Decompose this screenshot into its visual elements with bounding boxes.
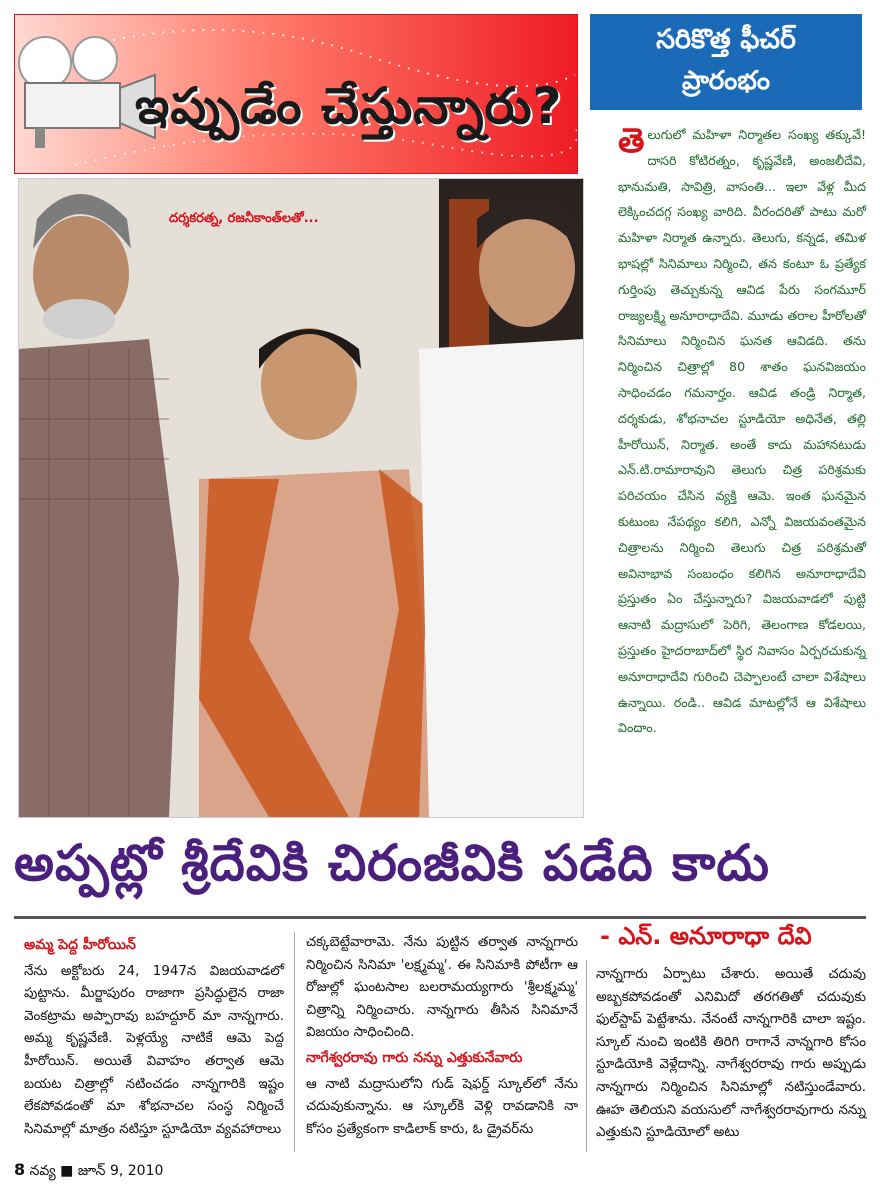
column-divider [586,960,587,1152]
page-footer [14,1160,163,1182]
photo [18,178,584,818]
column-1-text: నేను అక్టోబరు 24, 1947న విజయవాడలో పుట్టాను. మీర్జాపురం రాజాగా ప్రసిద్ధులైన రాజా వెంకట్రామ అప్పారావు బహద్దూర్ మా నాన్నగారు. అమ్మ కృష్ణవేణి. పెళ్లయ్యే నాటికే ఆమె పెద్ద హీరోయిన్. అయితే వివాహం తర్వాత ఆమె బయట చిత్రాల్లో నటించడం నాన్నగారికి ఇష్టం లేకపోవడంతో మా శోభనాచల సంస్థ నిర్మించే సినిమాల్లో మాత్రం నటిస్తూ స్టూడియో వ్యవహారాలు [24,963,284,1137]
byline: - ఎన్. అనూరాధా దేవి [600,922,812,950]
subhead-heroine: అమ్మ పెద్ద హీరోయిన్ [24,937,136,953]
feature-label-line2: ప్రారంభం [681,66,771,96]
article-column-1 [24,932,284,1141]
footer-separator-icon: ■ [60,1163,74,1179]
subhead-nageswara-rao: నాగేశ్వరరావు గారు నన్ను ఎత్తుకునేవారు [306,1049,523,1066]
column-divider [294,932,295,1152]
intro-column [618,122,866,822]
main-headline: అప్పట్లో శ్రీదేవికి చిరంజీవికి పడేది కాదు [14,834,770,892]
column-3-text: నాన్నగారు ఏర్పాటు చేశారు. అయితే చదువు అబ్బకపోవడంతో ఎనిమిదో తరగతితో చదువుకు ఫుల్‌స్టాప్ పెట్టేశాను. నేనంటే నాన్నగారికి చాలా ఇష్టం. స్కూల్ నుంచి ఇంటికి తిరిగి రాగానే నాన్నగారి కోసం స్టూడియోకి వెళ్లేదాన్ని. నాగేశ్వరరావు గారు అప్పుడు నాన్నగారు నిర్మించిన సినిమాల్లో నటిస్తుండేవారు. ఊహ తెలియని వయసులో నాగేశ్వరరావుగారు నన్ను ఎత్తుకుని స్టూడియోలో అటు [596,967,866,1141]
headline-divider [14,916,866,919]
feature-label-line1: సరికొత్త ఫీచర్ [656,24,796,55]
page-title: ఇప్పుడేం చేస్తున్నారు? [135,77,563,135]
photo-caption: దర్శకరత్న, రజనీకాంత్‌లతో... [169,211,319,226]
title-banner [14,14,578,174]
article-column-3 [596,964,866,1145]
intro-text: లుగులో మహిళా నిర్మాతల సంఖ్య తక్కువే! దాసరి కోటిరత్నం, కృష్ణవేణి, అంజలీదేవి, భానుమతి, సావిత్రి, వాసంతి... ఇలా వేళ్ల మీద లెక్కించదగ్గ సంఖ్య వారిది. వీరందరితో పాటు మరో మహిళా నిర్మాత ఉన్నారు. తెలుగు, కన్నడ, తమిళ భాషల్లో సినిమాలు నిర్మించి, తన కంటూ ఓ ప్రత్యేక గుర్తింపు తెచ్చుకున్న ఆవిడ పేరు సంగమూర్ రాజ్యలక్ష్మి అనూరాధాదేవి. మూడు తరాల హీరోలతో సినిమాలు నిర్మించిన ఘనత ఆవిడది. తను నిర్మించిన చిత్రాల్లో 80 శాతం ఘనవిజయం సాధించడం గమనార్హం. ఆవిడ తండ్రి నిర్మాత, దర్శకుడు, శోభనాచల స్టూడియో అధినేత, తల్లి హీరోయిన్, నిర్మాత. అంతే కాదు మహానటుడు ఎన్.టి.రామారావుని తెలుగు చిత్ర పరిశ్రమకు పరిచయం చేసిన వ్యక్తి ఆమె. ఇంత ఘనమైన కుటుంబ నేపథ్యం కలిగి, ఎన్నో విజయవంతమైన చిత్రాలను నిర్మించి తెలుగు చిత్ర పరిశ్రమతో అవినాభావ సంబంధం కలిగిన అనూరాధాదేవి ప్రస్తుతం ఏం చేస్తున్నారు? విజయవాడలో పుట్టి ఆనాటి మద్రాసులో పెరిగి, తెలంగాణ కోడలయి, ప్రస్తుతం హైదరాబాద్‌లో స్థిర నివాసం ఏర్పరచుకున్న అనూరాధాదేవి గురించి చెప్పాలంటే చాలా విశేషాలు ఉన్నాయి. రండి.. ఆవిడ మాటల్లోనే ఆ విశేషాలు విందాం. [618,127,866,736]
article-column-2 [306,932,578,1141]
column-2-text: చక్కబెట్టేవారామె. నేను పుట్టిన తర్వాత నాన్నగారు నిర్మించిన సినిమా 'లక్ష్మమ్మ'. ఈ సినిమాకి పోటీగా ఆ రోజుల్లో ఘంటసాల బలరామయ్యగారు 'శ్రీలక్ష్మమ్మ' చిత్రాన్ని నిర్మించారు. నాన్నగారు తీసిన సినిమానే విజయం సాధించింది. [306,935,578,1041]
group-photo-illustration [19,179,583,817]
drop-cap: తె [618,121,645,161]
feature-label-box [590,14,862,110]
publication-date: జూన్ 9, 2010 [77,1163,164,1179]
column-2-text-2: ఆ నాటి మద్రాసులోని గుడ్ షెఫర్డ్ స్కూల్‌లో నేను చదువుకున్నాను. ఆ స్కూల్‌కి వెళ్లి రావడానికి నా కోసం ప్రత్యేకంగా కాడిలాక్ కారు, ఓ డ్రైవర్‌ను [306,1076,578,1137]
publication-name: నవ్య [29,1163,56,1179]
page-number: 8 [14,1160,26,1179]
